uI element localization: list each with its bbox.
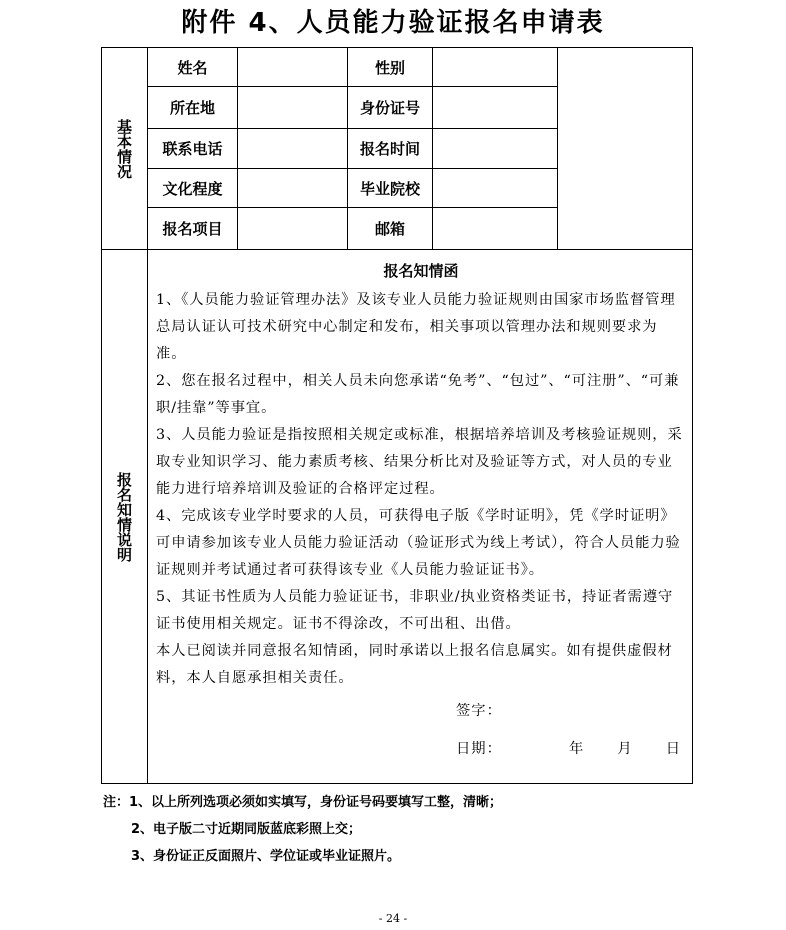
section-basic-cell (102, 48, 148, 250)
footnote: 3、身份证正反面照片、学位证或毕业证照片。 (131, 849, 401, 864)
date-label: 日期： (456, 741, 502, 757)
phone-input[interactable] (238, 129, 348, 169)
photo-box[interactable] (558, 48, 693, 250)
notice-paragraph: 1、《人员能力验证管理办法》及该专业人员能力验证规则由国家市场监督管理总局认证认可技术研究中心制定和发布，相关事项以管理办法和规则要求为准。 (156, 292, 676, 362)
date-line[interactable] (456, 730, 686, 768)
signature-label: 签字： (456, 703, 502, 719)
field-label: 毕业院校 (348, 169, 433, 208)
education-input[interactable] (238, 169, 348, 208)
notice-row (102, 250, 693, 784)
notice-body (148, 250, 693, 784)
field-label: 性别 (348, 48, 433, 87)
field-label: 邮箱 (348, 208, 433, 250)
application-form (101, 47, 693, 784)
page-title: 附件 4、人员能力验证报名申请表 (181, 8, 605, 38)
location-input[interactable] (238, 87, 348, 129)
footnote: 2、电子版二寸近期同版蓝底彩照上交； (131, 822, 362, 837)
notice-paragraph: 本人已阅读并同意报名知情函，同时承诺以上报名信息属实。如有提供虚假材料，本人自愿承担相关责任。 (156, 643, 673, 686)
month-label: 月 (617, 741, 633, 757)
notice-paragraph: 2、您在报名过程中，相关人员未向您承诺“免考”、“包过”、“可注册”、“可兼职/挂靠”等事宜。 (156, 373, 680, 416)
field-label: 文化程度 (148, 169, 238, 208)
notice-paragraph: 4、完成该专业学时要求的人员，可获得电子版《学时证明》，凭《学时证明》可申请参加该专业人员能力验证活动（验证形式为线上考试），符合人员能力验证规则并考试通过者可获得该专业《人员能力验证证书》。 (156, 508, 681, 578)
field-label: 姓名 (148, 48, 238, 87)
notice-paragraph: 3、人员能力验证是指按照相关规定或标准，根据培养培训及考核验证规则，采取专业知识学习、能力素质考核、结果分析比对及验证等方式，对人员的专业能力进行培养培训及验证的合格评定过程。 (156, 427, 683, 497)
project-input[interactable] (238, 208, 348, 250)
section-notice-label: 报名知情说明 (115, 471, 133, 562)
footnote: 注：1、以上所列选项必须如实填写，身份证号码要填写工整，清晰； (103, 795, 503, 810)
footnotes (103, 793, 502, 874)
field-label: 联系电话 (148, 129, 238, 169)
school-input[interactable] (433, 169, 558, 208)
email-input[interactable] (433, 208, 558, 250)
page-number: - 24 - (378, 912, 408, 925)
notice-paragraph: 5、其证书性质为人员能力验证证书，非职业/执业资格类证书，持证者需遵守证书使用相关规定。证书不得涂改，不可出租、出借。 (156, 589, 674, 632)
section-notice-cell (102, 250, 148, 784)
name-input[interactable] (238, 48, 348, 87)
field-label: 报名时间 (348, 129, 433, 169)
signature-line[interactable] (456, 692, 686, 730)
field-label: 报名项目 (148, 208, 238, 250)
notice-heading: 报名知情函 (383, 262, 459, 280)
field-label: 所在地 (148, 87, 238, 129)
field-label: 身份证号 (348, 87, 433, 129)
id-number-input[interactable] (433, 87, 558, 129)
gender-input[interactable] (433, 48, 558, 87)
section-basic-label: 基本情况 (115, 118, 133, 179)
year-label: 年 (568, 741, 585, 757)
form-row (102, 48, 693, 87)
registration-time-input[interactable] (433, 129, 558, 169)
day-label: 日 (665, 741, 682, 757)
